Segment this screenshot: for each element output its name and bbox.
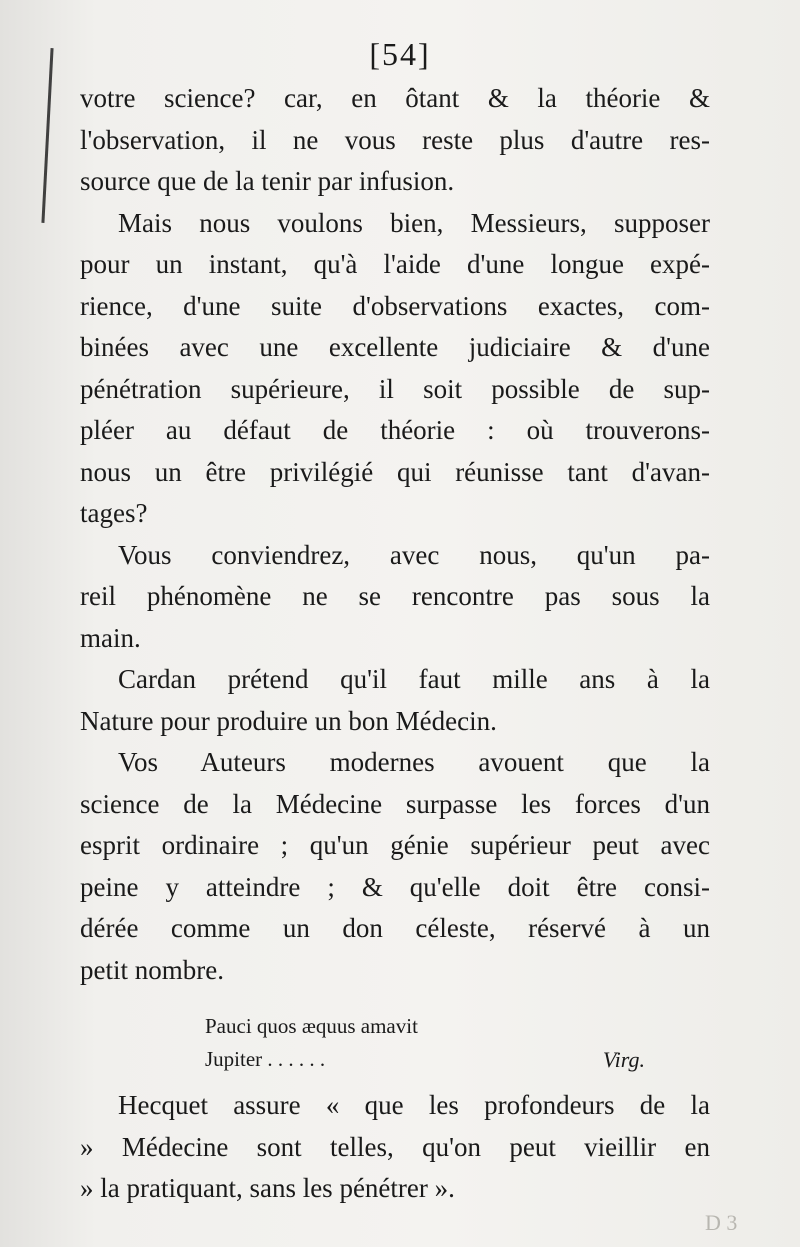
signature-mark: D 3 <box>705 1210 738 1235</box>
text-line: esprit ordinaire ; qu'un génie supérieur peut avec <box>80 830 710 860</box>
closing-paragraph <box>80 1085 710 1210</box>
text-line: science de la Médecine surpasse les forces d'un <box>80 788 710 819</box>
text-line: Mais nous voulons bien, Messieurs, supposer <box>118 207 710 238</box>
text-line: Vos Auteurs modernes avouent que la <box>118 747 710 777</box>
text-line: tages? <box>80 498 148 528</box>
margin-rule <box>41 48 53 223</box>
text-line: source que de la tenir par infusion. <box>80 166 455 196</box>
text-line: Vous conviendrez, avec nous, qu'un pa- <box>118 539 710 570</box>
quote-line: Jupiter . . . . . . <box>205 1047 326 1071</box>
text-line: petit nombre. <box>80 954 224 985</box>
text-line: rience, d'une suite d'observations exactes, com- <box>80 290 710 321</box>
text-line: » la pratiquant, sans les pénétrer ». <box>80 1173 455 1203</box>
text-line: reil phénomène ne se rencontre pas sous la <box>80 581 710 611</box>
quote-attribution: Virg. <box>602 1047 645 1072</box>
text-line: dérée comme un don céleste, réservé à un <box>80 913 710 943</box>
page-number: [54] <box>369 36 431 72</box>
text-line: peine y atteindre ; & qu'elle doit être consi- <box>80 871 710 902</box>
text-line: main. <box>80 622 141 653</box>
text-line: pénétration supérieure, il soit possible de sup- <box>80 373 710 404</box>
quote-line: Pauci quos æquus amavit <box>205 1014 418 1038</box>
text-line: binées avec une excellente judiciaire & d'une <box>80 332 710 362</box>
text-line: » Médecine sont telles, qu'on peut vieillir en <box>80 1131 710 1162</box>
text-line: votre science? car, en ôtant & la théorie & <box>80 83 710 113</box>
text-line: Hecquet assure « que les profondeurs de la <box>118 1090 710 1120</box>
text-line: Nature pour produire un bon Médecin. <box>80 705 497 736</box>
latin-quotation <box>205 1010 645 1076</box>
body-text <box>80 78 710 991</box>
text-line: l'observation, il ne vous reste plus d'autre res- <box>80 124 710 155</box>
text-line: Cardan prétend qu'il faut mille ans à la <box>118 664 710 694</box>
text-line: nous un être privilégié qui réunisse tant d'avan- <box>80 456 710 487</box>
text-line: pour un instant, qu'à l'aide d'une longue expé- <box>80 249 710 279</box>
text-line: pléer au défaut de théorie : où trouverons- <box>80 415 710 445</box>
